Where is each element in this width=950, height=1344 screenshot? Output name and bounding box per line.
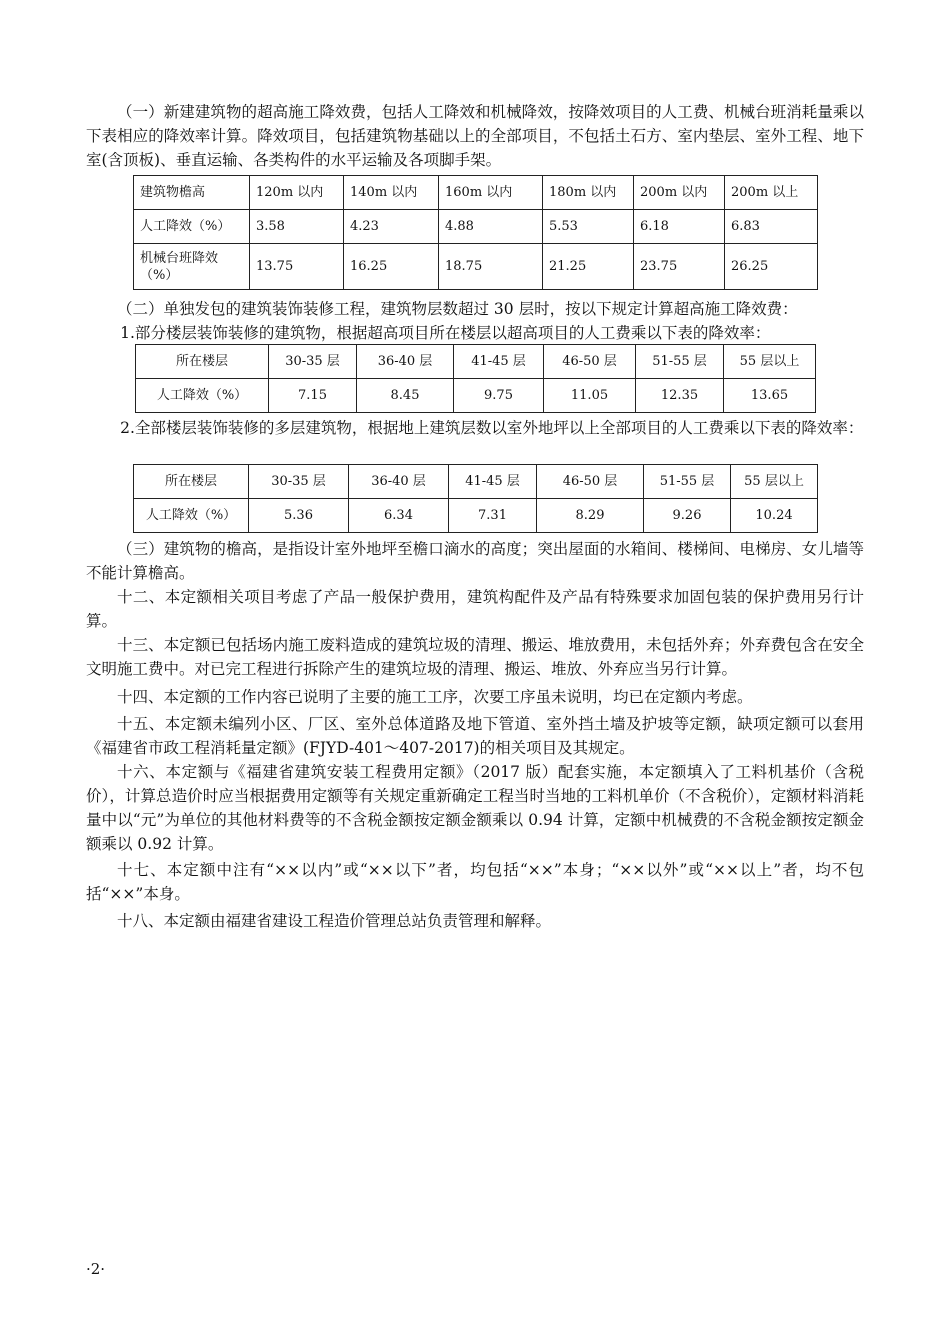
table-cell: 4.88 — [439, 210, 543, 244]
table-cell: 41-45 层 — [449, 465, 537, 499]
table-cell: 51-55 层 — [644, 465, 731, 499]
table-cell: 200m 以内 — [634, 176, 725, 210]
paragraph-2: （二）单独发包的建筑装饰装修工程，建筑物层数超过 30 层时，按以下规定计算超高施工降效费： — [117, 300, 798, 318]
paragraph-9: 十五、本定额未编列小区、厂区、室外总体道路及地下管道、室外挡土墙及护坡等定额，缺项定额可以套用《福建省市政工程消耗量定额》(FJYD-401～407-2017)的相关项目及其规定。 — [86, 715, 864, 757]
table-cell: 200m 以上 — [725, 176, 818, 210]
table-cell: 13.75 — [250, 244, 344, 290]
table-cell: 180m 以内 — [543, 176, 634, 210]
table-cell: 16.25 — [344, 244, 439, 290]
paragraph-5: （三）建筑物的檐高，是指设计室外地坪至檐口滴水的高度；突出屋面的水箱间、楼梯间、电梯房、女儿墙等不能计算檐高。 — [86, 540, 864, 582]
table-cell: 6.83 — [725, 210, 818, 244]
table-cell: 8.45 — [357, 379, 454, 413]
table-cell: 11.05 — [544, 379, 636, 413]
paragraph-4: 2.全部楼层装饰装修的多层建筑物，根据地上建筑层数以室外地坪以上全部项目的人工费乘以下表的降效率： — [120, 419, 864, 437]
table-row — [136, 345, 816, 379]
table-cell: 所在楼层 — [136, 345, 269, 379]
table-cell: 4.23 — [344, 210, 439, 244]
table-cell: 36-40 层 — [357, 345, 454, 379]
table-building-height-reduction — [133, 175, 818, 290]
table-row — [134, 176, 818, 210]
paragraph-3: 1.部分楼层装饰装修的建筑物，根据超高项目所在楼层以超高项目的人工费乘以下表的降效率： — [120, 324, 771, 342]
table-cell: 6.34 — [349, 499, 449, 533]
table-row — [134, 244, 818, 290]
table-cell: 6.18 — [634, 210, 725, 244]
paragraph-1: （一）新建建筑物的超高施工降效费，包括人工降效和机械降效，按降效项目的人工费、机械台班消耗量乘以下表相应的降效率计算。降效项目，包括建筑物基础以上的全部项目，不包括土石方、室内垫层、室外工程、地下室(含顶板)、垂直运输、各类构件的水平运输及各项脚手架。 — [86, 103, 864, 169]
paragraph-12: 十八、本定额由福建省建设工程造价管理总站负责管理和解释。 — [117, 912, 552, 930]
table-cell: 41-45 层 — [454, 345, 544, 379]
table-cell: 36-40 层 — [349, 465, 449, 499]
table-cell: 30-35 层 — [249, 465, 349, 499]
table-cell: 120m 以内 — [250, 176, 344, 210]
table-cell: 10.24 — [731, 499, 818, 533]
table-row — [134, 210, 818, 244]
table-cell: 9.75 — [454, 379, 544, 413]
table-row — [134, 465, 818, 499]
table-cell: 55 层以上 — [731, 465, 818, 499]
paragraph-11: 十七、本定额中注有“××以内”或“××以下”者，均包括“××”本身；“××以外”或“××以上”者，均不包括“××”本身。 — [86, 861, 864, 903]
table-row — [136, 379, 816, 413]
table-cell: 18.75 — [439, 244, 543, 290]
table-cell: 55 层以上 — [724, 345, 816, 379]
table-cell: 8.29 — [537, 499, 644, 533]
table-cell: 人工降效（%） — [134, 499, 249, 533]
table-cell: 所在楼层 — [134, 465, 249, 499]
table-cell: 23.75 — [634, 244, 725, 290]
table-cell: 30-35 层 — [269, 345, 357, 379]
table-all-floors-reduction — [133, 464, 818, 533]
table-cell: 5.36 — [249, 499, 349, 533]
paragraph-6: 十二、本定额相关项目考虑了产品一般保护费用，建筑构配件及产品有特殊要求加固包装的保护费用另行计算。 — [86, 588, 864, 630]
paragraph-7: 十三、本定额已包括场内施工废料造成的建筑垃圾的清理、搬运、堆放费用，未包括外弃；外弃费包含在安全文明施工费中。对已完工程进行拆除产生的建筑垃圾的清理、搬运、堆放、外弃应当另行计算。 — [86, 636, 864, 678]
table-cell: 7.31 — [449, 499, 537, 533]
table-cell: 140m 以内 — [344, 176, 439, 210]
table-cell: 13.65 — [724, 379, 816, 413]
page-number: ·2· — [86, 1260, 106, 1278]
table-row — [134, 499, 818, 533]
table-cell: 建筑物檐高 — [134, 176, 250, 210]
table-cell: 51-55 层 — [636, 345, 724, 379]
table-cell: 3.58 — [250, 210, 344, 244]
table-cell: 26.25 — [725, 244, 818, 290]
table-cell: 9.26 — [644, 499, 731, 533]
table-partial-floors-reduction — [135, 344, 816, 413]
table-cell: 7.15 — [269, 379, 357, 413]
table-cell: 12.35 — [636, 379, 724, 413]
table-cell: 21.25 — [543, 244, 634, 290]
paragraph-8: 十四、本定额的工作内容已说明了主要的施工工序，次要工序虽未说明，均已在定额内考虑。 — [117, 688, 753, 706]
table-cell: 机械台班降效（%） — [134, 244, 250, 290]
table-cell: 5.53 — [543, 210, 634, 244]
table-cell: 人工降效（%） — [136, 379, 269, 413]
table-cell: 46-50 层 — [537, 465, 644, 499]
table-cell: 人工降效（%） — [134, 210, 250, 244]
table-cell: 46-50 层 — [544, 345, 636, 379]
table-cell: 160m 以内 — [439, 176, 543, 210]
paragraph-10: 十六、本定额与《福建省建筑安装工程费用定额》（2017 版）配套实施，本定额填入了工料机基价（含税价），计算总造价时应当根据费用定额等有关规定重新确定工程当时当地的工料机单价（不含税价），定额材料消耗量中以“元”为单位的其他材料费等的不含税金额按定额金额乘以 0.94 计算，定额中机械费的不含税金额按定额金额乘以 0.92 计算。 — [86, 763, 864, 853]
